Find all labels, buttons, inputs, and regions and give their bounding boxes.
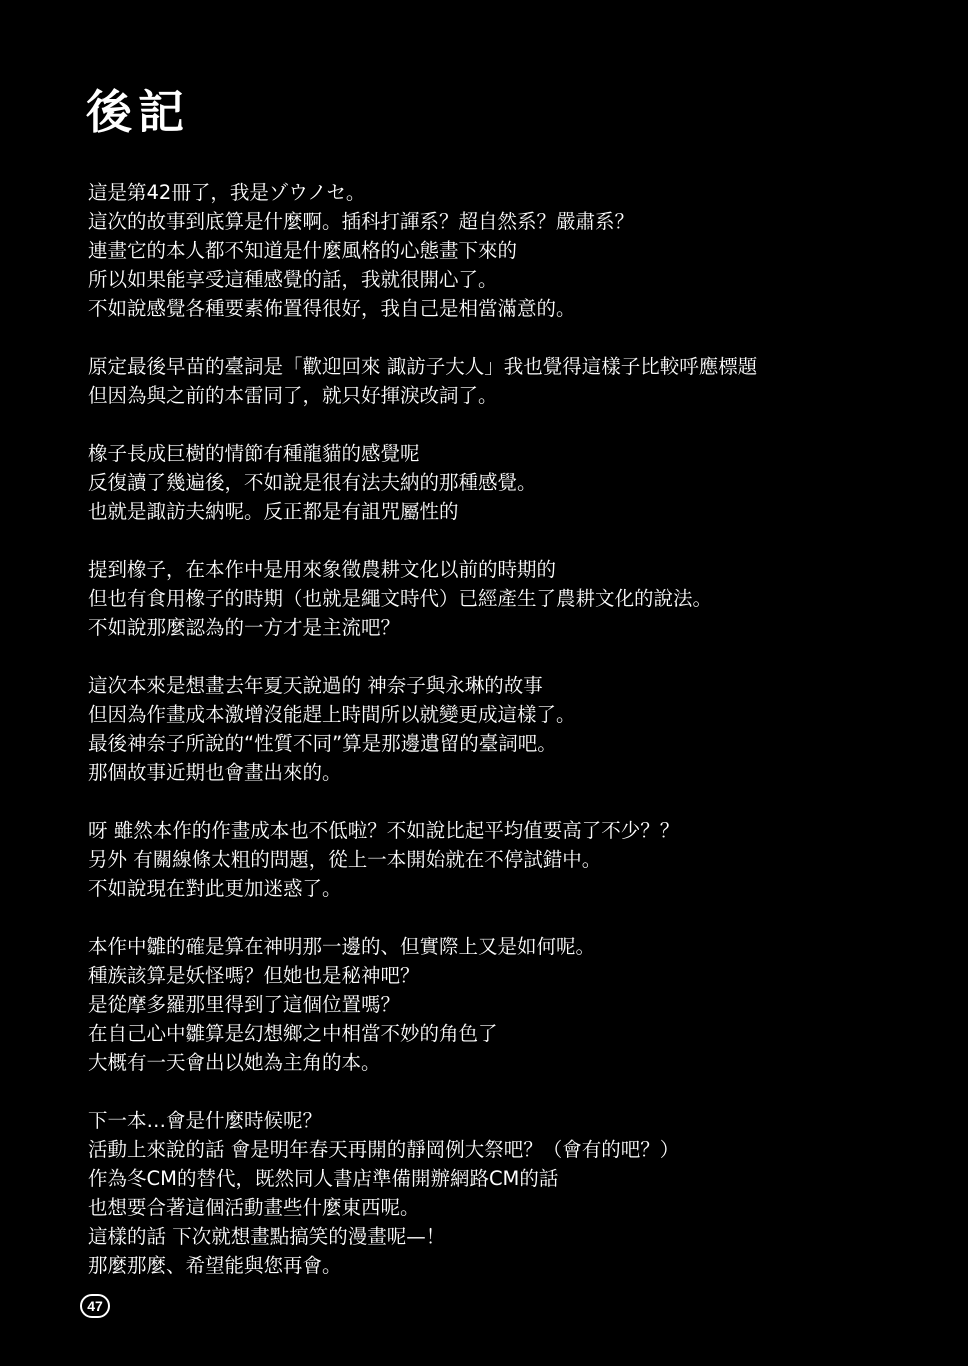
body-line: 本作中雛的確是算在神明那一邊的、但實際上又是如何呢。 <box>88 935 596 958</box>
paragraph-gap <box>88 903 948 932</box>
body-line: 這次的故事到底算是什麼啊。插科打諢系？超自然系？嚴肅系？ <box>88 210 635 233</box>
paragraph-gap <box>88 787 948 816</box>
body-line: 這是第42冊了，我是ゾウノセ。 <box>88 181 366 204</box>
body-line: 這次本來是想畫去年夏天說過的 神奈子與永琳的故事 <box>88 674 543 697</box>
body-line: 是從摩多羅那里得到了這個位置嗎？ <box>88 993 401 1016</box>
body-line: 但也有食用橡子的時期（也就是繩文時代）已經產生了農耕文化的說法。 <box>88 587 713 610</box>
body-line: 但因為與之前的本雷同了，就只好揮淚改詞了。 <box>88 384 498 407</box>
body-line: 種族該算是妖怪嗎？但她也是秘神吧？ <box>88 964 420 987</box>
body-line: 也就是諏訪夫納呢。反正都是有詛咒屬性的 <box>88 500 459 523</box>
paragraph-gap <box>88 642 948 671</box>
paragraph-gap <box>88 1077 948 1106</box>
body-line: 在自己心中雛算是幻想鄉之中相當不妙的角色了 <box>88 1022 498 1045</box>
paragraph-gap <box>88 323 948 352</box>
body-line: 所以如果能享受這種感覺的話，我就很開心了。 <box>88 268 498 291</box>
body-line: 那麼那麼、希望能與您再會。 <box>88 1254 342 1277</box>
body-line: 另外 有關線條太粗的問題，從上一本開始就在不停試錯中。 <box>88 848 602 871</box>
body-line: 那個故事近期也會畫出來的。 <box>88 761 342 784</box>
body-line: 最後神奈子所說的“性質不同”算是那邊遺留的臺詞吧。 <box>88 732 557 755</box>
body-line: 這樣的話 下次就想畫點搞笑的漫畫呢—！ <box>88 1225 446 1248</box>
body-line: 不如說感覺各種要素佈置得很好，我自己是相當滿意的。 <box>88 297 576 320</box>
body-line: 活動上來說的話 會是明年春天再開的靜岡例大祭吧？（會有的吧？） <box>88 1138 680 1161</box>
body-line: 反復讀了幾遍後，不如說是很有法夫納的那種感覺。 <box>88 471 537 494</box>
paragraph-gap <box>88 410 948 439</box>
body-line: 但因為作畫成本激增沒能趕上時間所以就變更成這樣了。 <box>88 703 576 726</box>
body-line: 作為冬CM的替代，既然同人書店準備開辦網路CM的話 <box>88 1167 559 1190</box>
page-number-badge: 47 <box>80 1294 110 1318</box>
body-line: 大概有一天會出以她為主角的本。 <box>88 1051 381 1074</box>
afterword-title: 後記 <box>86 85 190 139</box>
body-line: 不如說那麼認為的一方才是主流吧？ <box>88 616 401 639</box>
body-line: 下一本…會是什麼時候呢？ <box>88 1109 323 1132</box>
paragraph-gap <box>88 526 948 555</box>
body-line: 原定最後早苗的臺詞是「歡迎回來 諏訪子大人」我也覺得這樣子比較呼應標題 <box>88 355 758 378</box>
body-line: 橡子長成巨樹的情節有種龍貓的感覺呢 <box>88 442 420 465</box>
afterword-body <box>88 178 948 1280</box>
body-line: 呀 雖然本作的作畫成本也不低啦？不如說比起平均值要高了不少？？ <box>88 819 680 842</box>
body-line: 連畫它的本人都不知道是什麼風格的心態畫下來的 <box>88 239 518 262</box>
body-line: 不如說現在對此更加迷惑了。 <box>88 877 342 900</box>
body-line: 提到橡子，在本作中是用來象徵農耕文化以前的時期的 <box>88 558 557 581</box>
body-line: 也想要合著這個活動畫些什麼東西呢。 <box>88 1196 420 1219</box>
